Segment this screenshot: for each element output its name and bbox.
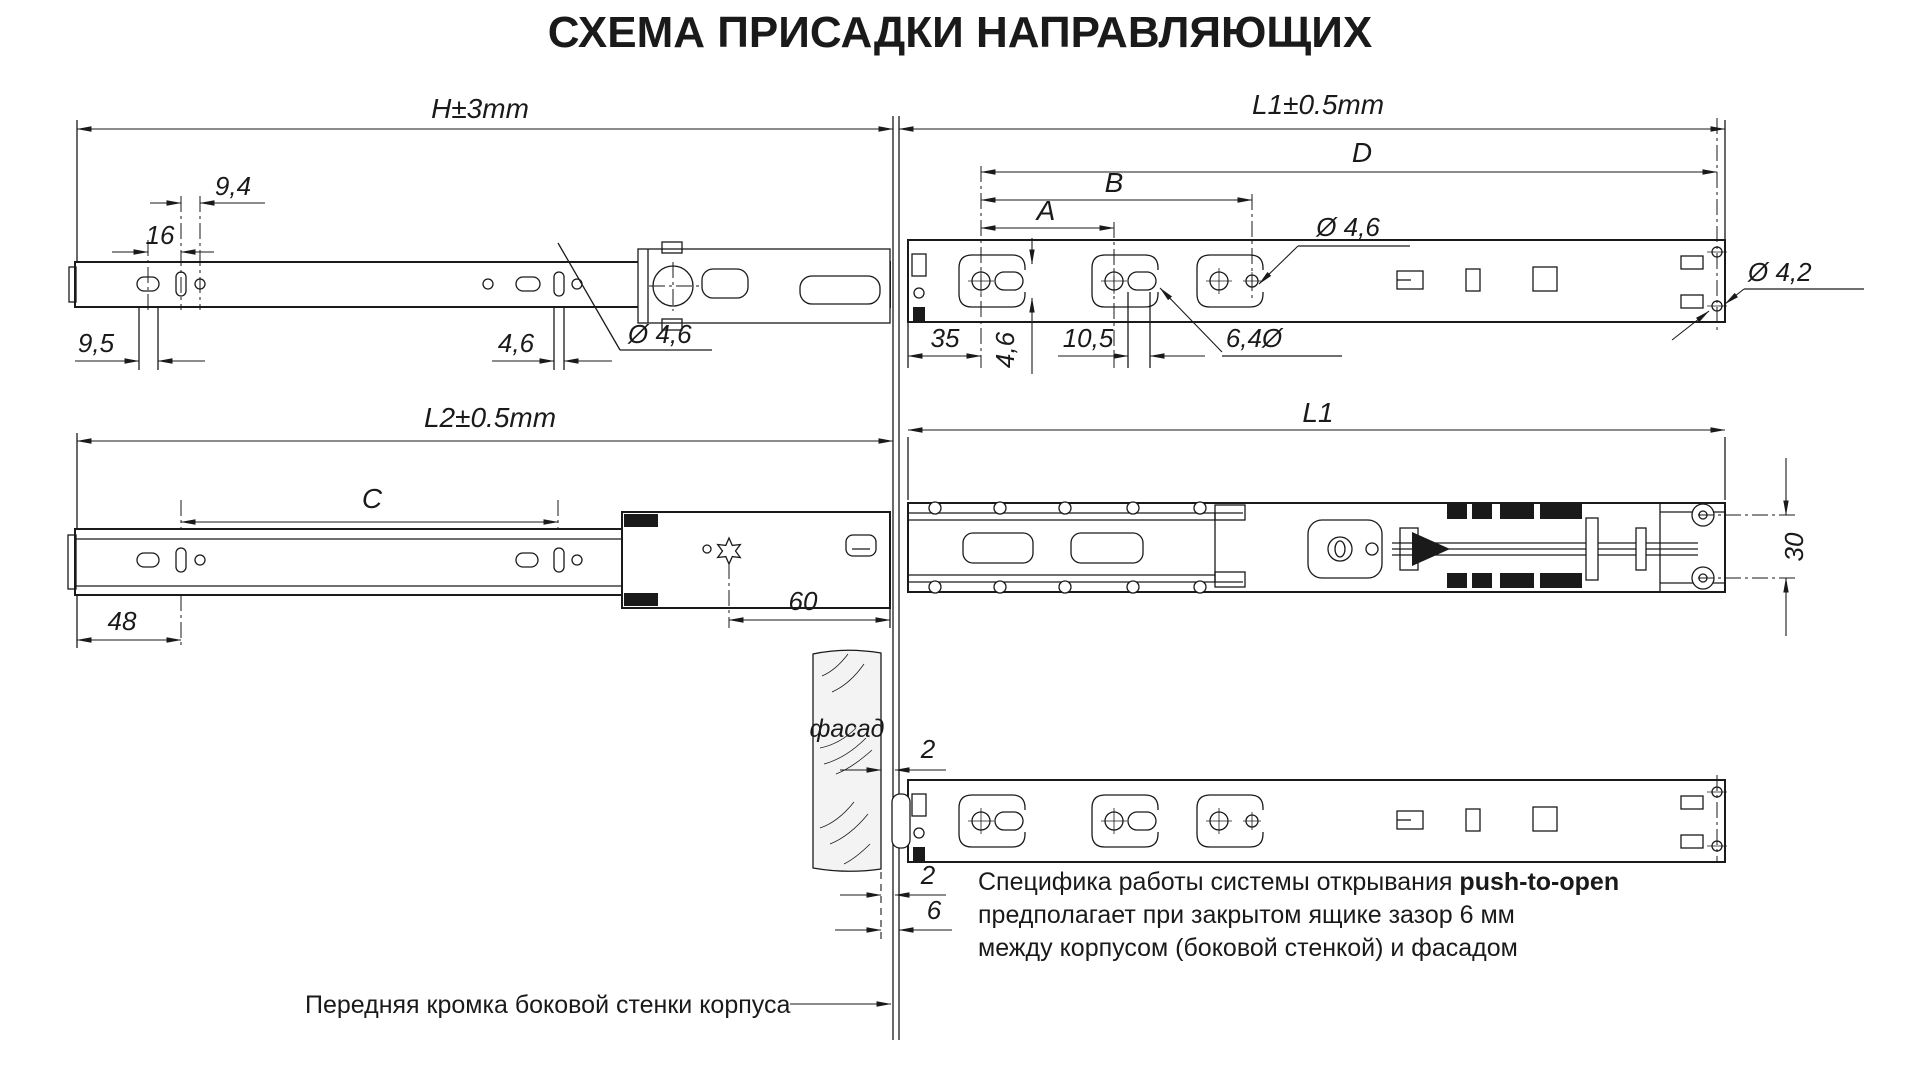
front-hook-tab	[892, 794, 910, 848]
drawer-rail-front	[908, 780, 1727, 862]
dim-2-top-label: 2	[920, 734, 936, 764]
slide-top-view-body	[908, 503, 1725, 592]
dim-35-label: 35	[930, 323, 960, 353]
dim-a-label: A	[1036, 195, 1056, 226]
push-to-open-note	[978, 868, 1619, 962]
dim-48-label: 48	[107, 606, 137, 636]
view-mid-right-top	[908, 397, 1809, 636]
cabinet-rail-front	[908, 240, 1727, 322]
cabinet-front-edge-line	[893, 116, 899, 1040]
front-edge-callout	[305, 991, 891, 1019]
view-bottom-front	[809, 650, 1727, 942]
dim-4-6-vert-label: 4,6	[990, 331, 1020, 369]
dim-6-4-label: 6,4Ø	[1225, 323, 1283, 353]
dim-dia-4-6-label: Ø 4,6	[628, 319, 692, 349]
dim-10-5-label: 10,5	[1062, 323, 1114, 353]
dim-l2-label: L2±0.5mm	[423, 402, 557, 433]
view-top-right-front	[899, 89, 1864, 374]
dim-16-label: 16	[145, 220, 175, 250]
dim-c-label: C	[361, 483, 383, 514]
dim-6-label: 6	[926, 895, 942, 925]
dim-l1-mid-label: L1	[1302, 397, 1334, 428]
note-line-1: Специфика работы системы открывания push-to-open	[978, 868, 1620, 896]
dim-9-4-label: 9,4	[214, 171, 252, 201]
dim-60-label: 60	[788, 586, 818, 616]
dim-2-bottom-label: 2	[920, 860, 936, 890]
dim-9-5-label: 9,5	[77, 328, 115, 358]
dim-h-label: H±3mm	[431, 93, 529, 124]
view-mid-left-side	[68, 402, 893, 648]
dim-30-label: 30	[1779, 532, 1809, 562]
dim-dia-4-2-label: Ø 4,2	[1748, 257, 1812, 287]
front-bracket	[638, 242, 890, 330]
page-title: СХЕМА ПРИСАДКИ НАПРАВЛЯЮЩИХ	[547, 8, 1373, 57]
dim-4-6-label: 4,6	[497, 328, 535, 358]
dim-dia-4-6-right-label: Ø 4,6	[1316, 212, 1380, 242]
dim-d-label: D	[1351, 137, 1373, 168]
dim-l1-label: L1±0.5mm	[1251, 89, 1385, 120]
dim-b-label: B	[1104, 167, 1124, 198]
note-line-3: между корпусом (боковой стенкой) и фасадом	[978, 934, 1518, 962]
view-top-left-side	[69, 93, 893, 370]
front-edge-label: Передняя кромка боковой стенки корпуса	[305, 991, 791, 1019]
note-line-2: предполагает при закрытом ящике зазор 6 мм	[978, 901, 1515, 929]
facade-panel	[809, 650, 884, 871]
facade-label: фасад	[809, 715, 885, 743]
outer-member	[622, 512, 890, 608]
